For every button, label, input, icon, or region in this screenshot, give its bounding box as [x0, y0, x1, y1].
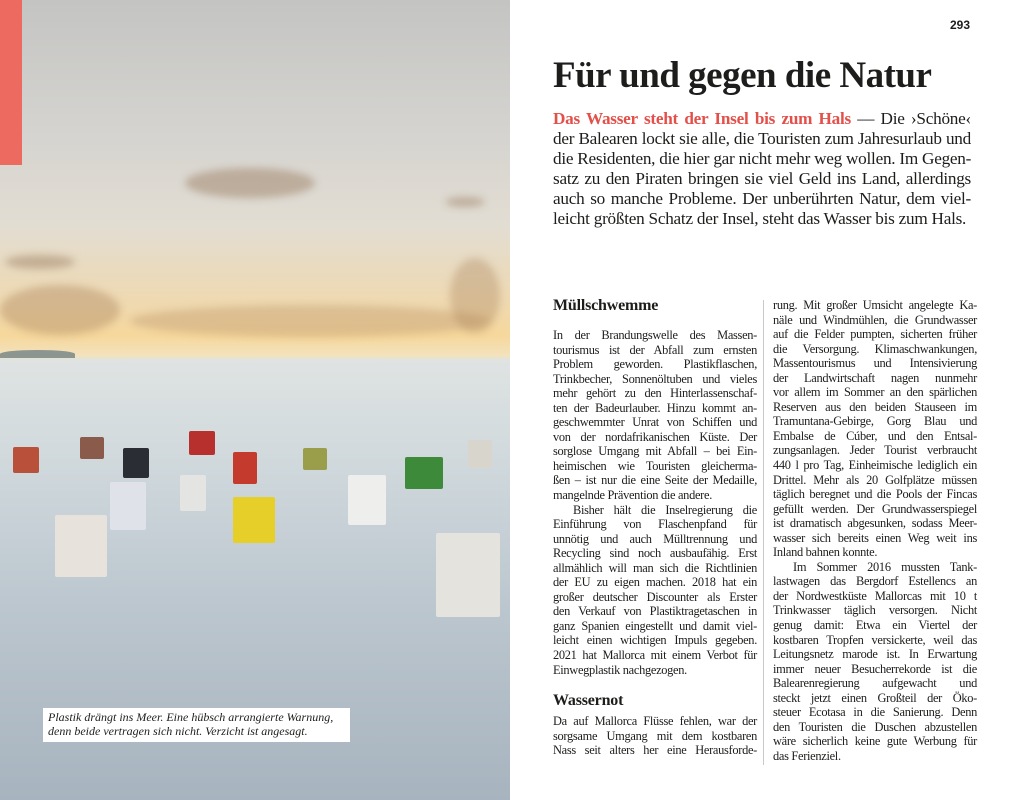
intro-line: satz zu den Piraten bringen sie viel Geld ins Land, allerdings — [553, 169, 971, 189]
text-line: Einführung von Flaschenpfand für — [553, 517, 757, 532]
intro-line: die Residenten, die hier gar nicht mehr weg wollen. Im Gegen- — [553, 149, 972, 169]
plastic-bag — [13, 447, 39, 473]
cloud — [0, 285, 120, 335]
text-line: kostbaren Tropfen versickerte, weil das — [773, 632, 977, 647]
text-line: der Landwirtschaft nagen nunmehr — [773, 370, 977, 385]
text-line: Nass seit alters her eine Herausforde- — [553, 743, 757, 758]
text-line: allmählich will man sich die Richtlinien — [553, 560, 757, 575]
chapter-tab — [0, 0, 22, 165]
text-line: Massentourismus und Intensivierung — [773, 356, 977, 371]
text-line: leicht einen wichtigen Impuls gegeben. — [553, 633, 757, 648]
text-line: mangelnde Prävention die andere. — [553, 488, 712, 503]
text-line: genug damit: Etwa ein Viertel der — [773, 618, 977, 633]
text-line: wasser sich bereits einen Weg weit ins — [773, 530, 977, 545]
text-line: lastwagen das Bergdorf Estellencs an — [773, 574, 977, 589]
text-line: näle und Windmühlen, die Grundwasser — [773, 312, 977, 327]
text-line: wäre sicherlich keine gute Werbung für — [773, 734, 977, 749]
section-heading-wassernot: Wassernot — [553, 692, 624, 710]
text-line: Trinkwasser täglich versorgen. Nicht — [773, 603, 977, 618]
plastic-bag — [436, 533, 500, 617]
text-line: ten der Badeurlauber. Hinzu kommt an- — [553, 400, 757, 415]
text-line: Im Sommer 2016 mussten Tank- — [793, 559, 977, 574]
text-line: 440 l pro Tag, Einheimische lediglich ein — [773, 458, 977, 473]
column-divider — [763, 300, 764, 765]
text-line: der EU zu eigen machen. 2018 hat ein — [553, 575, 757, 590]
text-line: Inland bahnen konnte. — [773, 545, 878, 560]
section-body-wassernot-continued — [773, 298, 977, 764]
cloud — [185, 168, 315, 198]
text-line: zungsanlagen. Jeder Tourist verbraucht — [773, 443, 977, 458]
intro-line — [553, 109, 971, 129]
text-line: das Ferienziel. — [773, 748, 841, 763]
text-line: Trinkbecher, Sonnenöltuben und vieles — [553, 371, 757, 386]
photo-caption: Plastik drängt ins Meer. Eine hübsch arrangierte Warnung, denn beide vertragen sich nicht. Verzicht ist angesagt. — [43, 708, 350, 742]
text-line: Recycling sind noch ausbaufähig. Erst — [553, 546, 757, 561]
text-line: steckt jetzt einen Großteil der Öko- — [773, 690, 977, 705]
text-line: ist dramatisch abgesunken, sodass Meer- — [773, 516, 977, 531]
text-column-right — [773, 298, 977, 764]
text-line: Balearenregierung aufgewacht und — [773, 676, 977, 691]
text-line: Tramuntana-Gebirge, Gorg Blau und — [773, 414, 977, 429]
cloud — [5, 255, 75, 269]
text-column-left — [553, 296, 757, 758]
section-body-wassernot — [553, 714, 757, 758]
section-heading-muellschwemme: Müllschwemme — [553, 297, 659, 314]
plastic-bag — [189, 431, 215, 455]
text-line: rung. Mit großer Umsicht angelegte Ka- — [773, 298, 977, 312]
plastic-bag — [348, 475, 386, 525]
text-line: sorglose Umgang mit Abfall – bei Ein- — [553, 444, 757, 459]
text-line: den Verkauf von Plastiktragetaschen in — [553, 604, 757, 619]
plastic-bag — [123, 448, 149, 478]
section-body-muellschwemme — [553, 328, 757, 677]
text-line: die Versorgung. Klimaschwankungen, — [773, 341, 977, 356]
text-line: den Touristen die Duschen abzustellen — [773, 719, 977, 734]
text-line: Bisher hält die Inselregierung die — [573, 502, 757, 517]
plastic-bag — [80, 437, 104, 459]
plastic-bag — [233, 497, 275, 543]
cloud — [445, 197, 485, 207]
cloud — [130, 305, 490, 337]
plastic-bag — [233, 452, 257, 484]
text-line: geschwemmter Unrat von Schiffen und — [553, 415, 757, 430]
plastic-bag — [405, 457, 443, 489]
text-line: Leitungsnetz marode ist. In Erwartung — [773, 647, 977, 662]
intro-paragraph — [553, 109, 971, 230]
plastic-bag — [110, 482, 146, 530]
text-line: Drittel. Mehr als 20 Golfplätze müssen — [773, 472, 977, 487]
text-line: heimischen wie Touristen gleicherma- — [553, 458, 757, 473]
page-number: 293 — [950, 18, 971, 32]
text-line: Problem geworden. Plastikflaschen, — [553, 357, 757, 372]
plastic-bag — [468, 440, 492, 468]
cloud — [450, 258, 500, 333]
text-line: auf die Felder pumpten, sicherten früher — [773, 327, 977, 342]
text-line: unnötig und auch Mülltrennung und — [553, 531, 757, 546]
text-line: tourismus ist der Abfall zum ernsten — [553, 342, 757, 357]
plastic-bag — [55, 515, 107, 577]
plastic-bag — [180, 475, 206, 511]
text-line: sorgsame Umgang mit dem kostbaren — [553, 728, 757, 743]
page-title: Für und gegen die Natur — [553, 55, 932, 96]
text-line: der Nordwestküste Mallorcas mit 10 t — [773, 588, 977, 603]
intro-line: der Balearen lockt sie alle, die Touristen zum Jahresurlaub und — [553, 129, 971, 149]
text-line: immer neuer Besucherrekorde ist die — [773, 661, 977, 676]
text-line: täglich beregnet und die Pools der Fincas — [773, 487, 977, 502]
text-line: gefüllt werden. Der Grundwasserspiegel — [773, 501, 977, 516]
text-line: vor allem im Sommer an den spärlichen — [773, 385, 977, 400]
text-line: mehr gehört zu den Hinterlassenschaf- — [553, 386, 757, 401]
text-line: In der Brandungswelle des Massen- — [553, 328, 757, 342]
text-line: Einwegplastik nachgezogen. — [553, 662, 687, 677]
text-line: 2021 hat Mallorca mit einem Verbot für — [553, 648, 757, 663]
text-line: großer deutscher Discounter als Erster — [553, 589, 757, 604]
plastic-bag — [303, 448, 327, 470]
intro-line-text: — Die ›Schöne‹ — [850, 109, 971, 128]
text-line: steuer Ecotasa in die Sanierung. Denn — [773, 705, 977, 720]
text-line: Da auf Mallorca Flüsse fehlen, war der — [553, 714, 757, 729]
text-line: ßen – ist nur die eine Seite der Medaille, — [553, 473, 757, 488]
text-line: Reserven aus den beiden Stauseen im — [773, 399, 977, 414]
distant-island — [0, 350, 75, 358]
text-line: Embalse de Cúber, und den Entsal- — [773, 428, 977, 443]
text-line: von der nordafrikanischen Küste. Der — [553, 429, 757, 444]
intro-lead: Das Wasser steht der Insel bis zum Hals — [553, 109, 851, 128]
intro-line: auch so manche Probleme. Der unberührten Natur, dem viel- — [553, 189, 971, 209]
text-line: ganz Spanien eingestellt und damit viel- — [553, 618, 757, 633]
intro-line: leicht größten Schatz der Insel, steht das Wasser bis zum Hals. — [553, 209, 967, 229]
